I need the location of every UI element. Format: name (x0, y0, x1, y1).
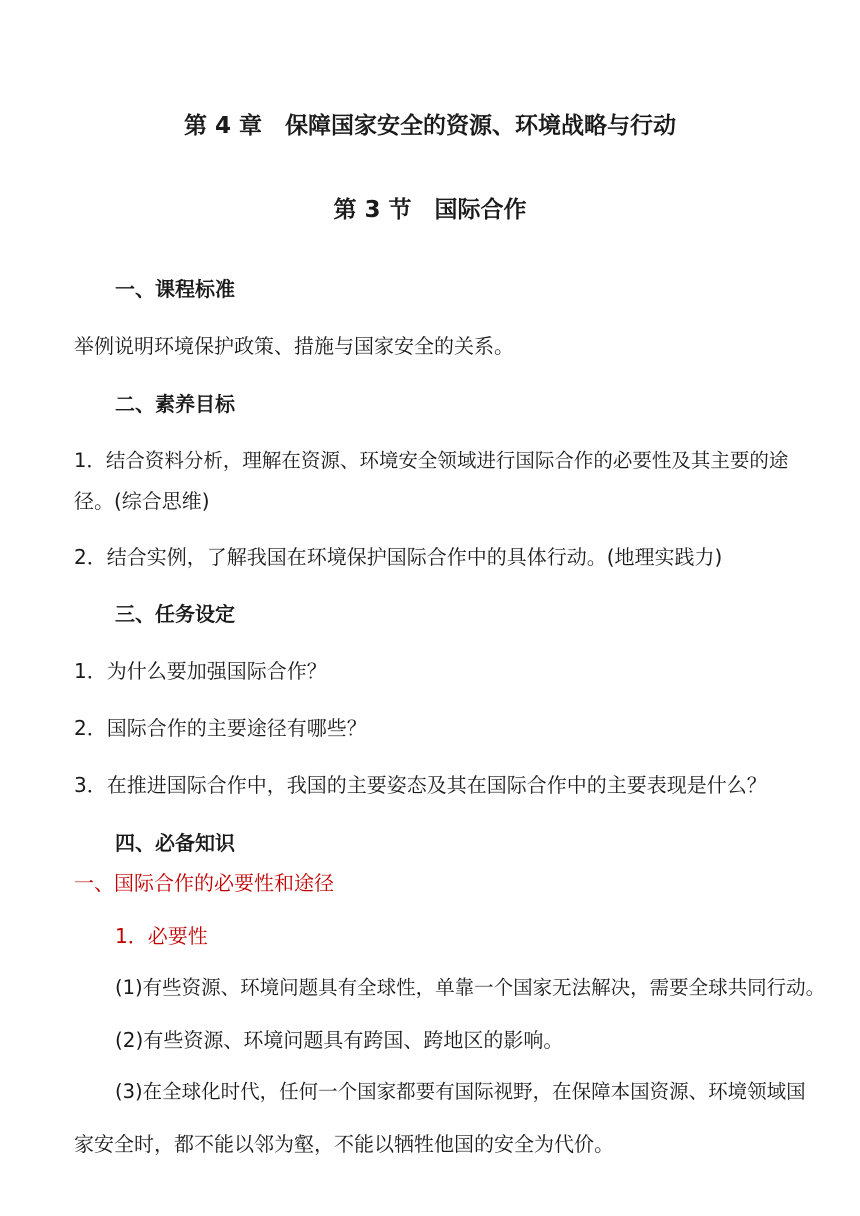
section-title: 第 3 节 国际合作 (333, 197, 527, 223)
knowledge-heading: 四、必备知识 (115, 831, 235, 855)
literacy-goals-heading: 二、素养目标 (115, 392, 235, 416)
tasks-heading: 三、任务设定 (115, 602, 235, 626)
necessity-heading: 1．必要性 (115, 924, 208, 948)
chapter-title: 第 4 章 保障国家安全的资源、环境战略与行动 (183, 113, 677, 139)
literacy-goal-2: 2．结合实例，了解我国在环境保护国际合作中的具体行动。(地理实践力) (74, 545, 723, 569)
necessity-point-1: (1)有些资源、环境问题具有全球性，单靠一个国家无法解决，需要全球共同行动。 (115, 976, 826, 999)
task-item-1: 1．为什么要加强国际合作？ (74, 659, 327, 683)
knowledge-subheading: 一、国际合作的必要性和途径 (74, 871, 334, 895)
course-standard-text: 举例说明环境保护政策、措施与国家安全的关系。 (74, 334, 514, 358)
task-item-3: 3．在推进国际合作中，我国的主要姿态及其在国际合作中的主要表现是什么？ (74, 773, 767, 797)
task-item-2: 2．国际合作的主要途径有哪些？ (74, 716, 367, 740)
course-standard-heading: 一、课程标准 (115, 277, 235, 301)
necessity-point-2: (2)有些资源、环境问题具有跨国、跨地区的影响。 (115, 1028, 564, 1052)
literacy-goal-1-line1: 1．结合资料分析，理解在资源、环境安全领域进行国际合作的必要性及其主要的途 (74, 449, 789, 472)
necessity-point-3-line2: 家安全时，都不能以邻为壑，不能以牺牲他国的安全为代价。 (74, 1132, 614, 1156)
necessity-point-3-line1: (3)在全球化时代，任何一个国家都要有国际视野，在保障本国资源、环境领域国 (115, 1080, 806, 1103)
literacy-goal-1-line2: 径。(综合思维) (74, 489, 210, 513)
